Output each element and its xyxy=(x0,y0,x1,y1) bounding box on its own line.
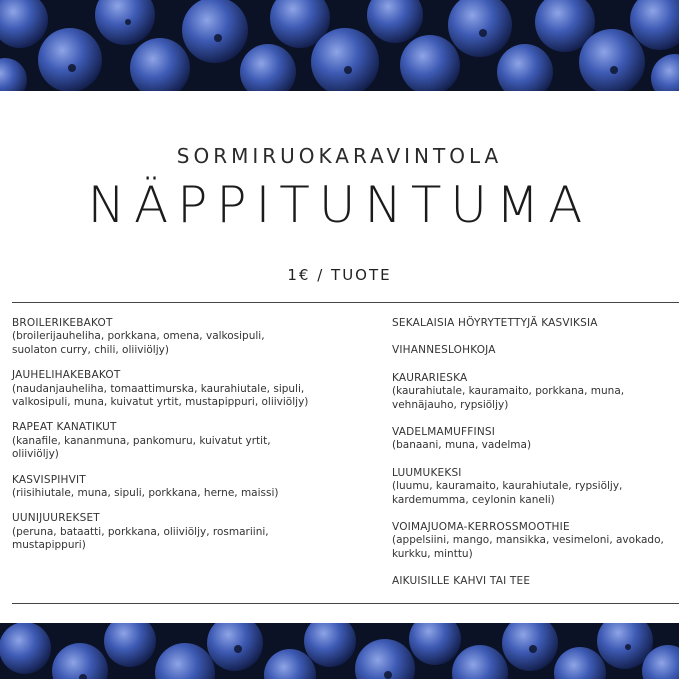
menu-item-ingredients: (broilerijauheliha, porkkana, omena, valkosipuli, suolaton curry, chili, oliiviöljy) xyxy=(12,330,265,356)
price-per-item: 1€ / TUOTE xyxy=(287,266,392,284)
menu-item-name: SEKALAISIA HÖYRYTETTYJÄ KASVIKSIA xyxy=(392,317,598,329)
blueberry-banner-top xyxy=(0,0,679,91)
menu-item-ingredients: (banaani, muna, vadelma) xyxy=(392,439,532,452)
menu-item-ingredients: (naudanjauheliha, tomaattimurska, kaurahiutale, sipuli, valkosipuli, muna, kuivatut yrtit, mustapippuri, oliiviöljy) xyxy=(12,382,309,409)
menu-item xyxy=(392,372,679,412)
menu-item-name: VIHANNESLOHKOJA xyxy=(392,344,496,357)
menu-item-name: LUUMUKEKSI xyxy=(392,466,462,479)
menu-item-ingredients: (luumu, kauramaito, kaurahiutale, rypsiöljy, kardemumma, ceylonin kaneli) xyxy=(392,480,623,506)
menu-item xyxy=(12,317,312,357)
menu-column-left xyxy=(12,317,312,565)
menu-item xyxy=(392,426,679,453)
menu-item-name: JAUHELIHAKEBAKOT xyxy=(12,369,121,382)
menu-item-ingredients: (peruna, bataatti, porkkana, oliiviöljy, rosmariini, mustapippuri) xyxy=(12,525,269,552)
menu-item-name: KAURARIESKA xyxy=(392,371,468,384)
menu-item xyxy=(392,521,679,561)
menu-item-ingredients: (riisihiutale, muna, sipuli, porkkana, herne, maissi) xyxy=(12,487,279,500)
menu-item xyxy=(12,512,312,552)
restaurant-type-subtitle: SORMIRUOKARAVINTOLA xyxy=(176,144,503,168)
blueberry-photo-top xyxy=(0,0,679,91)
menu-item-ingredients: (kaurahiutale, kauramaito, porkkana, muna, vehnäjauho, rypsiöljy) xyxy=(392,385,625,411)
menu-item-name: AIKUISILLE KAHVI TAI TEE xyxy=(392,575,531,588)
menu-item xyxy=(392,344,679,357)
blueberry-photo-bottom xyxy=(0,623,679,679)
menu-item-name: KASVISPIHVIT xyxy=(12,473,86,486)
menu-item-name: RAPEAT KANATIKUT xyxy=(12,421,117,434)
blueberry-banner-bottom xyxy=(0,623,679,679)
restaurant-name-title: NÄPPITUNTUMA xyxy=(87,176,592,234)
menu-item-name: VOIMAJUOMA-KERROSSMOOTHIE xyxy=(392,521,570,534)
divider-bottom xyxy=(12,603,679,604)
menu-item xyxy=(392,317,679,330)
menu-item-ingredients: (kanafile, kananmuna, pankomuru, kuivatut yrtit, oliiviöljy) xyxy=(12,434,271,461)
menu-item xyxy=(12,474,312,501)
menu-item xyxy=(392,575,679,588)
menu-item xyxy=(12,369,312,409)
menu-item-name: UUNIJUUREKSET xyxy=(12,512,100,525)
menu-item xyxy=(392,467,679,507)
menu-item-name: BROILERIKEBAKOT xyxy=(12,317,113,329)
menu-item xyxy=(12,421,312,461)
divider-top xyxy=(12,302,679,303)
menu-item-name: VADELMAMUFFINSI xyxy=(392,426,496,439)
menu-item-ingredients: (appelsiini, mango, mansikka, vesimeloni, avokado, kurkku, minttu) xyxy=(392,534,664,560)
menu-column-right xyxy=(392,317,679,603)
